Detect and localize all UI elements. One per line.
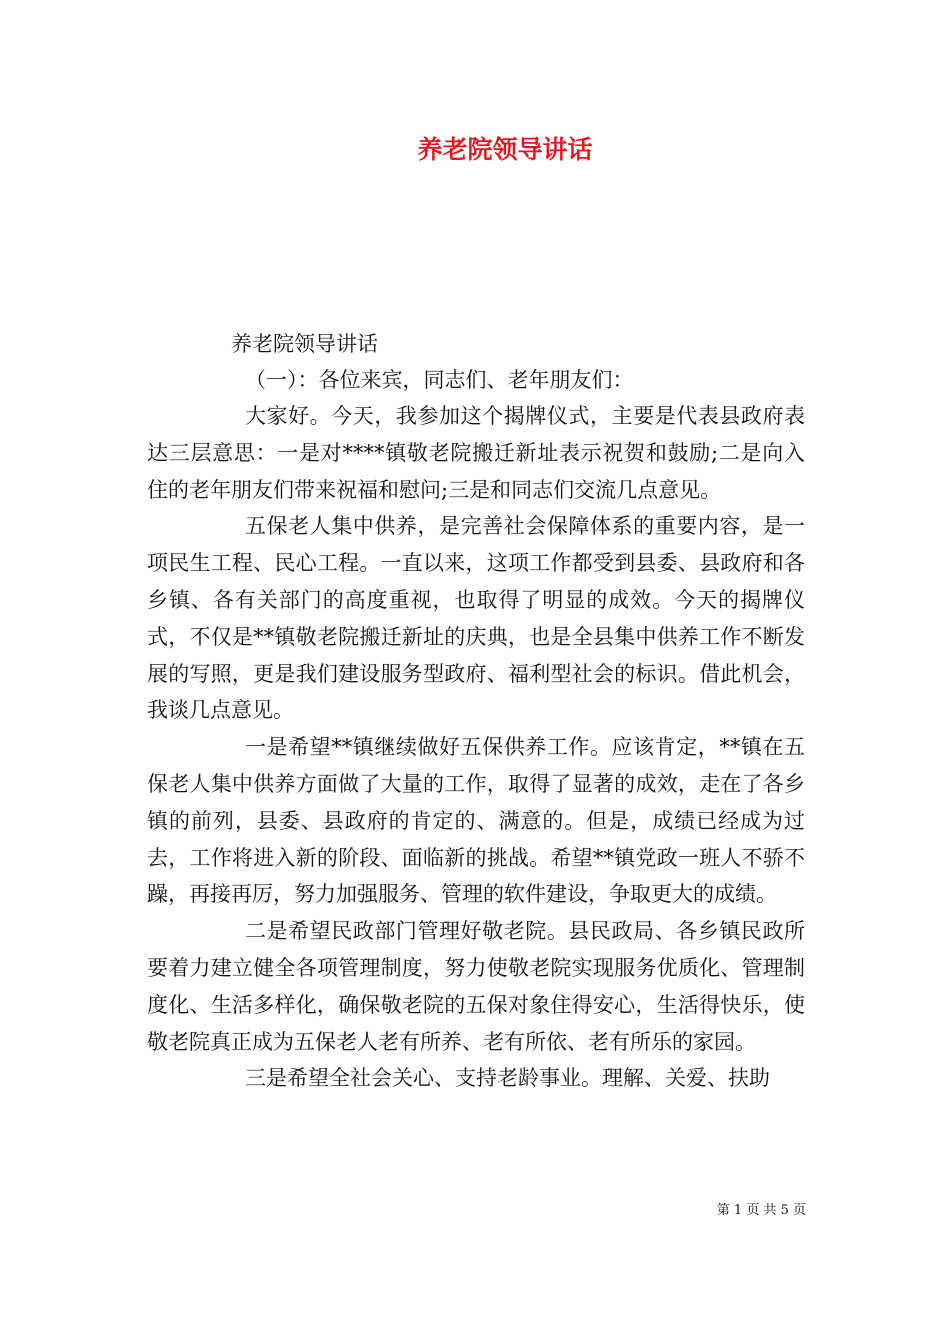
page-number-footer: 第 1 页 共 5 页 bbox=[716, 1203, 806, 1218]
document-body bbox=[147, 398, 805, 1097]
paragraph-point-three: 三是希望全社会关心、支持老龄事业。理解、关爱、扶助 bbox=[245, 1066, 770, 1091]
salutation-line: （一）：各位来宾，同志们、老年朋友们： bbox=[245, 368, 634, 392]
paragraph-importance: 五保老人集中供养，是完善社会保障体系的重要内容，是一项民生工程、民心工程。一直以来，这项工作都受到县委、县政府和各乡镇、各有关部门的高度重视，也取得了明显的成效。今天的揭牌仪式，不仅是**镇敬老院搬迁新址的庆典，也是全县集中供养工作不断发展的写照，更是我们建设服务型政府、福利型社会的标识。借此机会，我谈几点意见。 bbox=[147, 514, 805, 723]
paragraph-greeting: 大家好。今天，我参加这个揭牌仪式，主要是代表县政府表达三层意思：一是对****镇敬老院搬迁新址表示祝贺和鼓励;二是向入住的老年朋友们带来祝福和慰问;三是和同志们交流几点意见。 bbox=[147, 404, 805, 502]
paragraph-point-one: 一是希望**镇继续做好五保供养工作。应该肯定，**镇在五保老人集中供养方面做了大量的工作，取得了显著的成效，走在了各乡镇的前列，县委、县政府的肯定的、满意的。但是，成绩已经成为过去，工作将进入新的阶段、面临新的挑战。希望**镇党政一班人不骄不躁，再接再厉，努力加强服务、管理的软件建设，争取更大的成绩。 bbox=[147, 735, 805, 907]
document-title: 养老院领导讲话 bbox=[417, 135, 593, 164]
paragraph-point-two: 二是希望民政部门管理好敬老院。县民政局、各乡镇民政所要着力建立健全各项管理制度，努力使敬老院实现服务优质化、管理制度化、生活多样化，确保敬老院的五保对象住得安心，生活得快乐，使敬老院真正成为五保老人老有所养、老有所依、老有所乐的家园。 bbox=[147, 919, 805, 1054]
document-subtitle: 养老院领导讲话 bbox=[231, 332, 378, 356]
